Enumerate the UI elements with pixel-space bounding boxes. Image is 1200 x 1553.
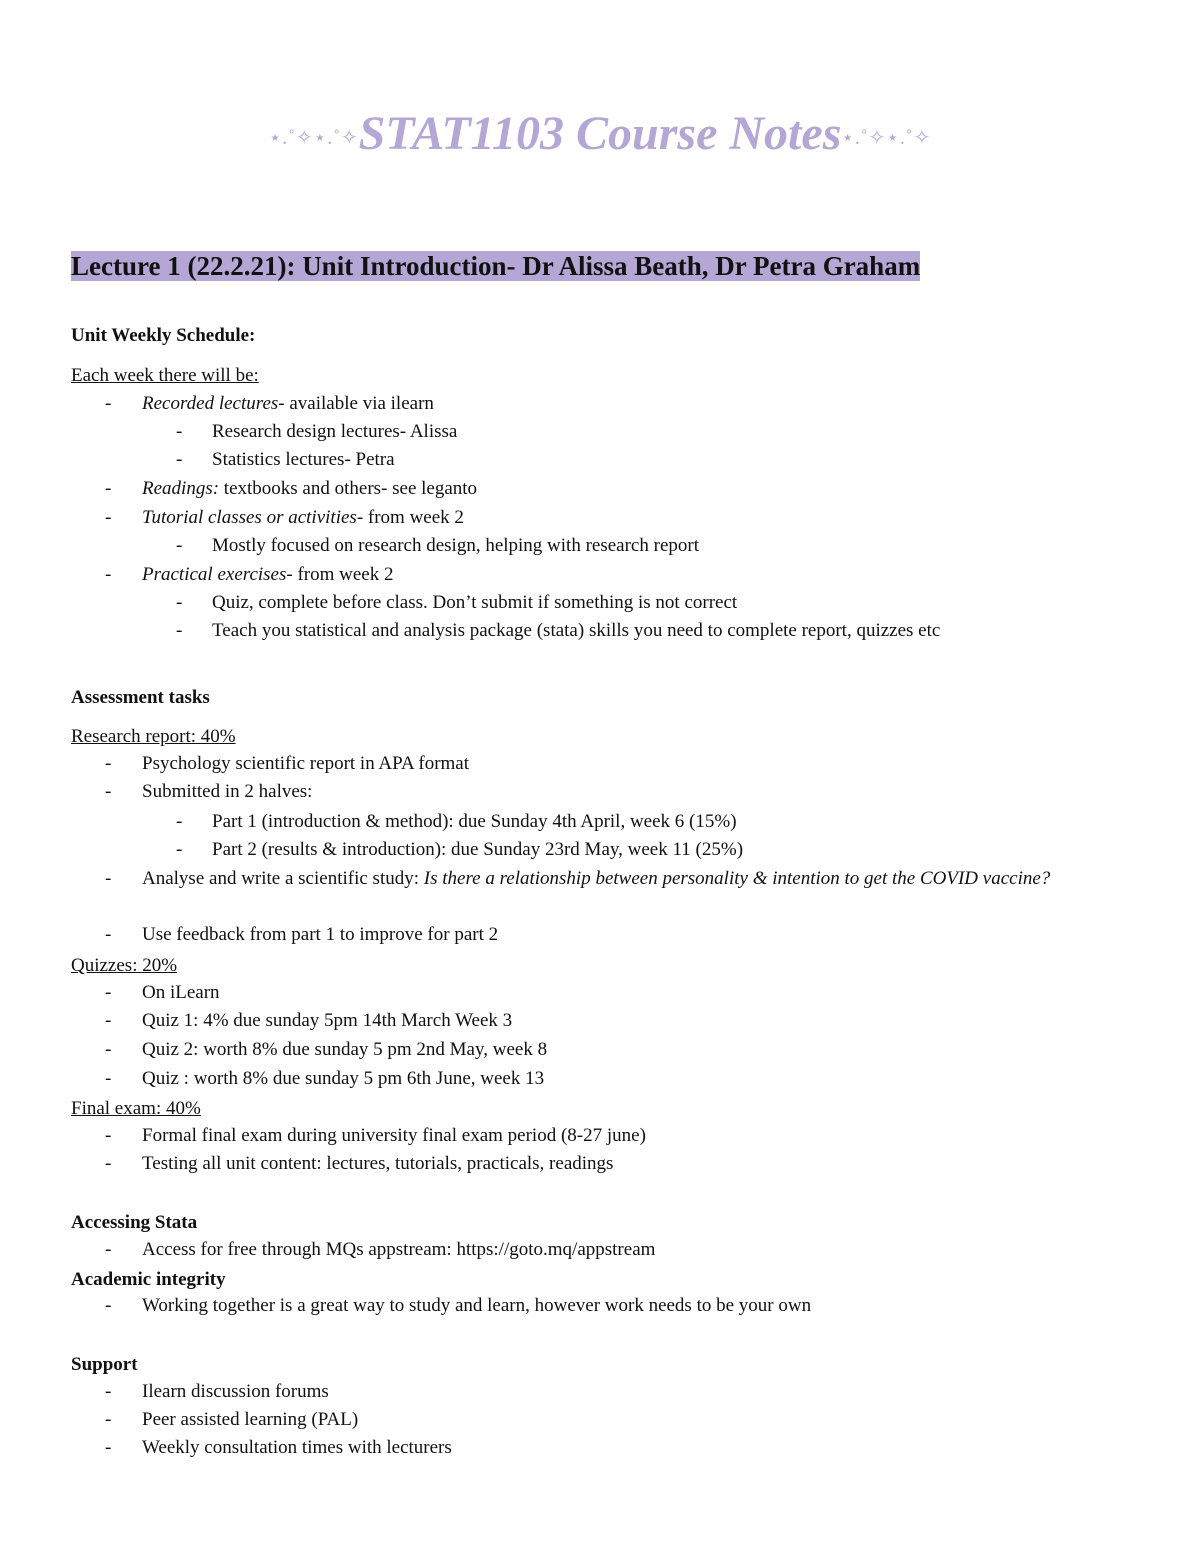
list-item: - Statistics lectures- Petra	[176, 449, 395, 470]
list-item: - Tutorial classes or activities- from week 2	[105, 507, 464, 528]
list-item: - Testing all unit content: lectures, tutorials, practicals, readings	[105, 1153, 614, 1174]
sparkle-right-icon: ⋆.˚✧⋆.˚✧	[841, 126, 932, 149]
list-item: - Mostly focused on research design, helping with research report	[176, 535, 699, 556]
integrity-heading: Academic integrity	[71, 1269, 226, 1290]
list-item: - Working together is a great way to study and learn, however work needs to be your own	[105, 1295, 812, 1316]
list-item: - Quiz 2: worth 8% due sunday 5 pm 2nd May, week 8	[105, 1039, 548, 1060]
document-title	[0, 104, 1200, 168]
list-item: - Ilearn discussion forums	[105, 1381, 329, 1402]
list-item: - Submitted in 2 halves:	[105, 781, 313, 802]
support-heading: Support	[71, 1354, 138, 1375]
assessment-heading: Assessment tasks	[71, 687, 210, 708]
list-item: - Practical exercises- from week 2	[105, 564, 394, 585]
lecture-heading: Lecture 1 (22.2.21): Unit Introduction- Dr Alissa Beath, Dr Petra Graham	[71, 251, 921, 281]
list-item: - Quiz, complete before class. Don’t submit if something is not correct	[176, 592, 738, 613]
schedule-subheading: Each week there will be:	[71, 365, 259, 386]
list-item: - Part 1 (introduction & method): due Sunday 4th April, week 6 (15%)	[176, 811, 737, 832]
list-item: - Quiz : worth 8% due sunday 5 pm 6th June, week 13	[105, 1068, 545, 1089]
list-item: - Part 2 (results & introduction): due Sunday 23rd May, week 11 (25%)	[176, 839, 744, 860]
quiz-heading: Quizzes: 20%	[71, 955, 178, 976]
title-text: STAT1103 Course Notes	[358, 107, 842, 160]
list-item: - Psychology scientific report in APA format	[105, 753, 470, 774]
list-item: - Peer assisted learning (PAL)	[105, 1409, 359, 1430]
schedule-heading: Unit Weekly Schedule:	[71, 325, 256, 346]
sparkle-left-icon: ⋆.˚✧⋆.˚✧	[268, 126, 359, 149]
list-item: - Use feedback from part 1 to improve for part 2	[105, 924, 499, 945]
list-item: - Analyse and write a scientific study: Is there a relationship between personality & intention to get the COVID vaccine?	[105, 868, 1051, 889]
report-heading: Research report: 40%	[71, 726, 236, 747]
list-item: - Teach you statistical and analysis package (stata) skills you need to complete report, quizzes etc	[176, 620, 941, 641]
list-item: - Recorded lectures- available via ilearn	[105, 393, 434, 414]
exam-heading: Final exam: 40%	[71, 1098, 201, 1119]
stata-heading: Accessing Stata	[71, 1212, 198, 1233]
list-item: - Access for free through MQs appstream: https://goto.mq/appstream	[105, 1239, 656, 1260]
list-item: - Readings: textbooks and others- see leganto	[105, 478, 478, 499]
list-item: - Research design lectures- Alissa	[176, 421, 458, 442]
list-item: - On iLearn	[105, 982, 220, 1003]
list-item: - Quiz 1: 4% due sunday 5pm 14th March Week 3	[105, 1010, 513, 1031]
list-item: - Formal final exam during university final exam period (8-27 june)	[105, 1125, 646, 1146]
list-item: - Weekly consultation times with lecturers	[105, 1437, 452, 1458]
